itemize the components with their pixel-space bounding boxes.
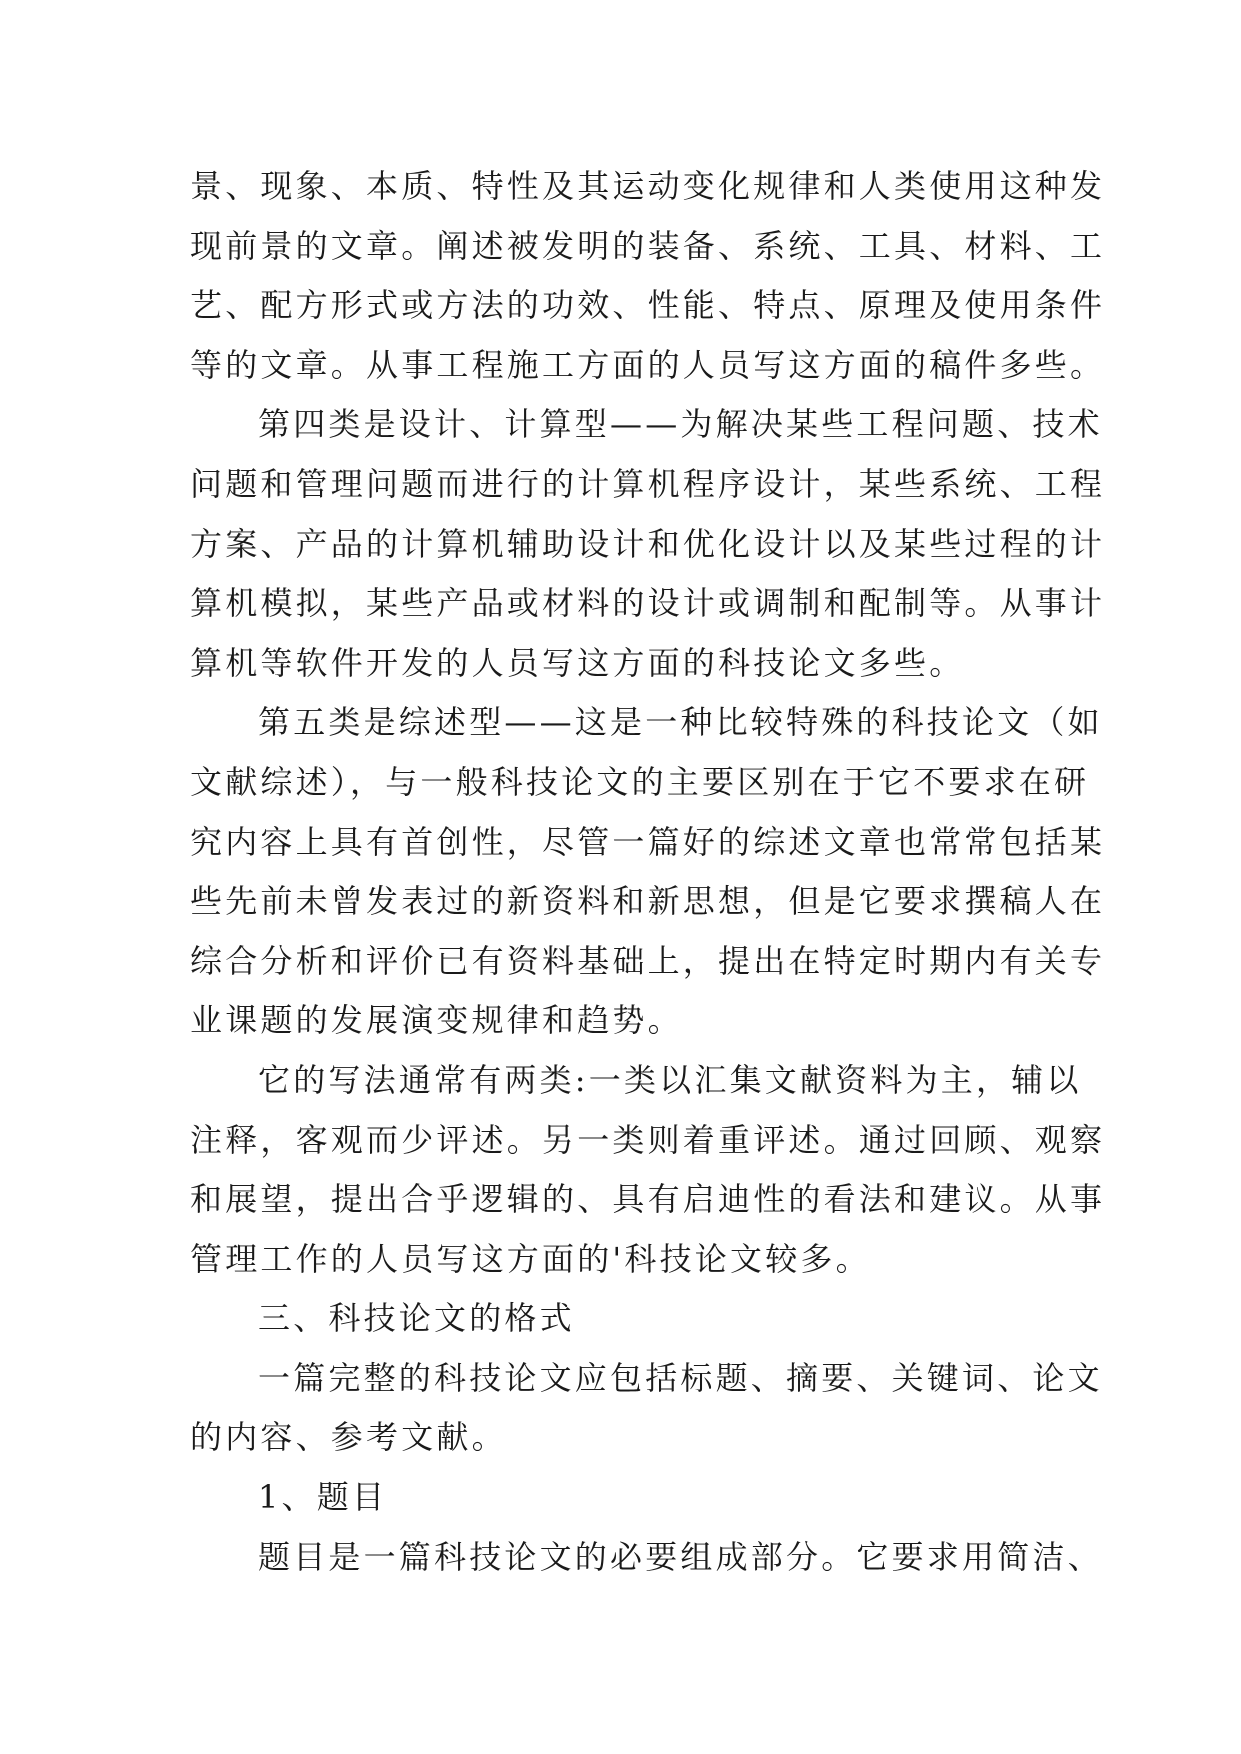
body-text [190,157,1106,1587]
text-line: 综合分析和评价已有资料基础上，提出在特定时期内有关专 [190,941,1106,980]
text-line: 的内容、参考文献。 [190,1418,507,1457]
text-line: 1、题目 [258,1478,388,1517]
text-line: 它的写法通常有两类:一类以汇集文献资料为主，辅以 [258,1060,1082,1099]
text-line: 方案、产品的计算机辅助设计和优化设计以及某些过程的计 [190,524,1106,563]
text-line: 究内容上具有首创性，尽管一篇好的综述文章也常常包括某 [190,822,1106,861]
text-line: 一篇完整的科技论文应包括标题、摘要、关键词、论文 [258,1358,1103,1397]
text-line: 第四类是设计、计算型——为解决某些工程问题、技术 [258,405,1103,444]
text-line: 注释，客观而少评述。另一类则着重评述。通过回顾、观察 [190,1120,1106,1159]
text-line: 现前景的文章。阐述被发明的装备、系统、工具、材料、工 [190,226,1106,265]
text-line: 算机模拟，某些产品或材料的设计或调制和配制等。从事计 [190,584,1106,623]
text-line: 算机等软件开发的人员写这方面的科技论文多些。 [190,643,965,682]
text-line: 三、科技论文的格式 [258,1299,575,1338]
text-line: 些先前未曾发表过的新资料和新思想，但是它要求撰稿人在 [190,882,1106,921]
text-line: 和展望，提出合乎逻辑的、具有启迪性的看法和建议。从事 [190,1180,1106,1219]
text-line: 管理工作的人员写这方面的'科技论文较多。 [190,1239,871,1278]
text-line: 景、现象、本质、特性及其运动变化规律和人类使用这种发 [190,167,1106,205]
text-line: 艺、配方形式或方法的功效、性能、特点、原理及使用条件 [190,286,1106,325]
text-line: 问题和管理问题而进行的计算机程序设计，某些系统、工程 [190,464,1106,503]
text-line: 业课题的发展演变规律和趋势。 [190,1001,683,1040]
text-line: 第五类是综述型——这是一种比较特殊的科技论文（如 [258,703,1103,742]
text-line: 等的文章。从事工程施工方面的人员写这方面的稿件多些。 [190,345,1106,384]
text-line: 题目是一篇科技论文的必要组成部分。它要求用简洁、 [258,1537,1103,1576]
text-line: 文献综述），与一般科技论文的主要区别在于它不要求在研 [190,762,1090,801]
